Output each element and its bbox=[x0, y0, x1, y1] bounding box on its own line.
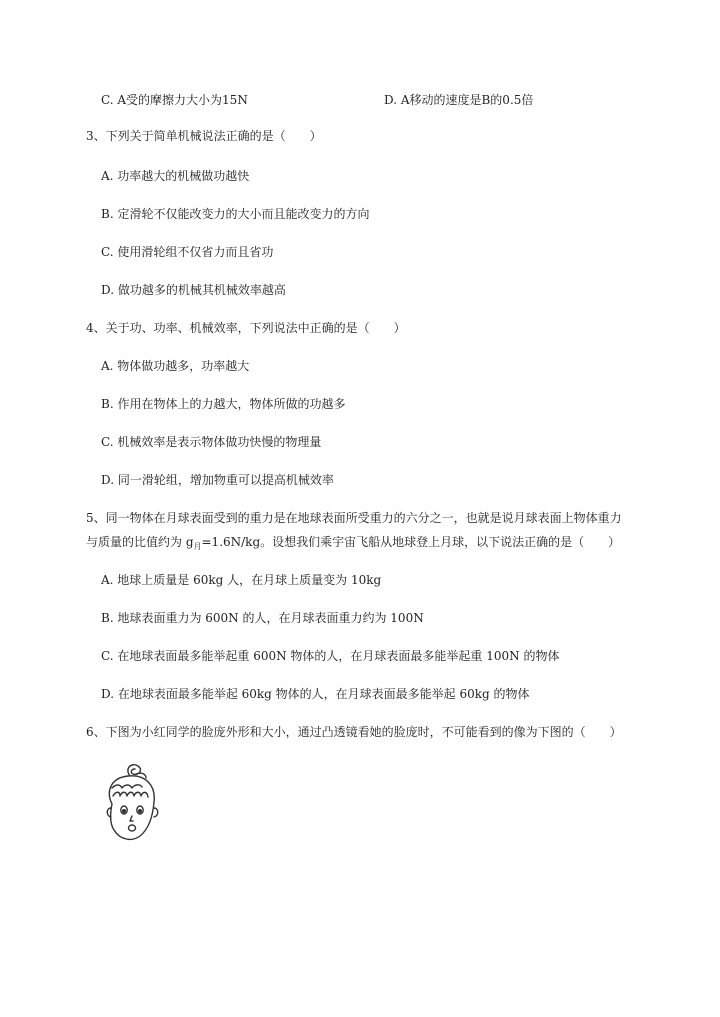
q6-stem: 6、下图为小红同学的脸庞外形和大小，通过凸透镜看她的脸庞时，不可能看到的像为下图的（ ） bbox=[86, 725, 622, 739]
hair-curl bbox=[128, 765, 141, 776]
hair-bangs bbox=[113, 792, 148, 797]
q5-stem-line2-post: =1.6N/kg。设想我们乘宇宙飞船从地球登上月球，以下说法正确的是（ ） bbox=[201, 535, 621, 549]
q4-option-d: D. 同一滑轮组，增加物重可以提高机械效率 bbox=[101, 473, 334, 487]
q5-moon-subscript: 月 bbox=[193, 542, 202, 551]
mouth bbox=[129, 825, 136, 831]
q3-stem: 3、下列关于简单机械说法正确的是（ ） bbox=[86, 129, 322, 143]
q5-stem-line2 bbox=[86, 534, 620, 555]
right-pupil bbox=[139, 810, 142, 813]
girl-face-illustration bbox=[100, 762, 162, 842]
right-ear bbox=[154, 808, 158, 817]
q3-option-a: A. 功率越大的机械做功越快 bbox=[101, 169, 250, 183]
q4-stem: 4、关于功、功率、机械效率，下列说法中正确的是（ ） bbox=[86, 321, 406, 335]
hair-upper bbox=[112, 785, 142, 788]
q5-option-b: B. 地球表面重力为 600N 的人，在月球表面重力约为 100N bbox=[101, 611, 424, 625]
q2-option-d: D. A移动的速度是B的0.5倍 bbox=[384, 93, 534, 107]
q4-option-b: B. 作用在物体上的力越大，物体所做的功越多 bbox=[101, 397, 346, 411]
q3-option-c: C. 使用滑轮组不仅省力而且省功 bbox=[101, 245, 274, 259]
q5-stem-line2-pre: 与质量的比值约为 g bbox=[86, 535, 194, 549]
left-pupil bbox=[123, 810, 126, 813]
q3-option-b: B. 定滑轮不仅能改变力的大小而且能改变力的方向 bbox=[101, 207, 370, 221]
q4-option-a: A. 物体做功越多，功率越大 bbox=[101, 359, 250, 373]
q5-option-a: A. 地球上质量是 60kg 人，在月球上质量变为 10kg bbox=[101, 573, 382, 587]
nose bbox=[130, 816, 133, 821]
q5-option-d: D. 在地球表面最多能举起 60kg 物体的人，在月球表面最多能举起 60kg 的物体 bbox=[101, 687, 530, 701]
q3-option-d: D. 做功越多的机械其机械效率越高 bbox=[101, 283, 286, 297]
q5-option-c: C. 在地球表面最多能举起重 600N 物体的人，在月球表面最多能举起重 100N 的物体 bbox=[101, 649, 560, 663]
q5-stem-line1: 5、同一物体在月球表面受到的重力是在地球表面所受重力的六分之一，也就是说月球表面上物体重力 bbox=[86, 511, 622, 525]
q2-option-c: C. A受的摩擦力大小为15N bbox=[101, 93, 248, 107]
q4-option-c: C. 机械效率是表示物体做功快慢的物理量 bbox=[101, 435, 322, 449]
